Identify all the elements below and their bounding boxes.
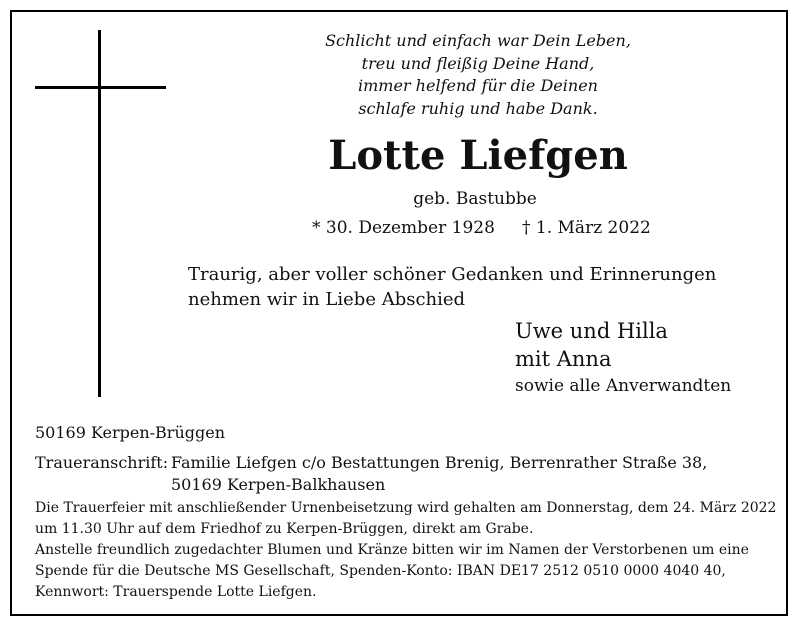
info-line: Die Trauerfeier mit anschließender Urnenbeisetzung wird gehalten am Donnerstag, dem 24. März 2022 [35,500,777,516]
info-line: Anstelle freundlich zugedachter Blumen und Kränze bitten wir im Namen der Verstorbenen um eine [35,542,749,558]
family-names-secondary: mit Anna [515,347,612,371]
address-label: Traueranschrift: [35,453,169,472]
mourning-text: Traurig, aber voller schöner Gedanken und Erinnerungen nehmen wir in Liebe Abschied [188,264,717,310]
address-line: Familie Liefgen c/o Bestattungen Brenig, Berrenrather Straße 38, [171,453,708,472]
maiden-name: geb. Bastubbe [413,189,537,209]
poem-line: treu und fleißig Deine Hand, [361,53,595,73]
info-line: Spende für die Deutsche MS Gesellschaft, Spenden-Konto: IBAN DE17 2512 0510 0000 4040 40, [35,563,726,579]
family-relatives: sowie alle Anverwandten [515,376,732,396]
cross-horizontal-beam [35,86,166,89]
info-line: Kennwort: Trauerspende Lotte Liefgen. [35,584,317,600]
address-line: 50169 Kerpen-Balkhausen [171,475,386,494]
poem-line: Schlicht und einfach war Dein Leben, [325,31,631,50]
place-line: 50169 Kerpen-Brüggen [35,423,226,442]
poem [300,30,656,120]
family-names: Uwe und Hilla [515,319,668,343]
birth-date: * 30. Dezember 1928 [312,218,495,238]
deceased-name: Lotte Liefgen [328,132,628,179]
info-line: um 11.30 Uhr auf dem Friedhof zu Kerpen-Brüggen, direkt am Grabe. [35,521,534,537]
poem-line: schlafe ruhig und habe Dank. [358,98,598,118]
funeral-info [35,498,775,603]
death-date: † 1. März 2022 [522,218,651,238]
poem-line: immer helfend für die Deinen [358,76,598,95]
